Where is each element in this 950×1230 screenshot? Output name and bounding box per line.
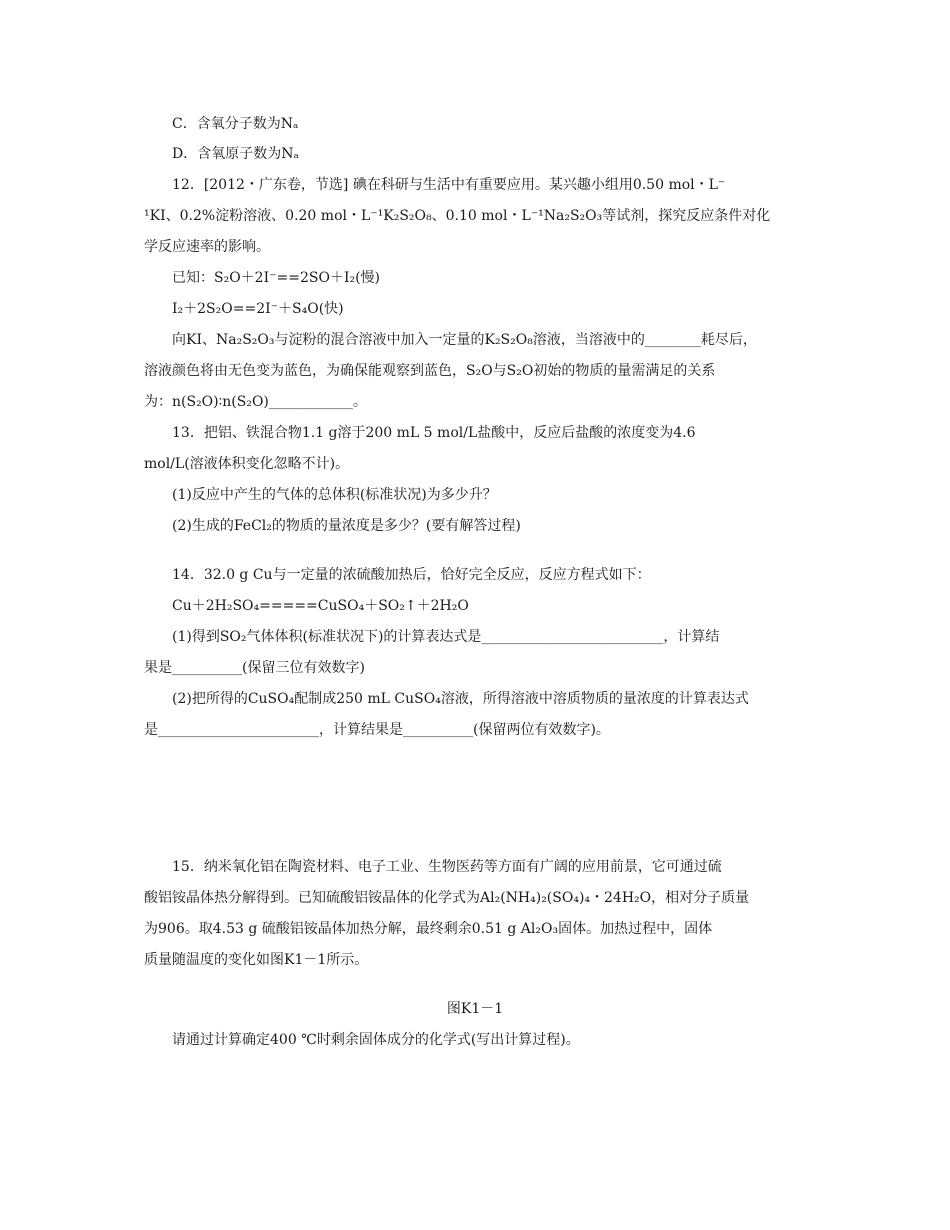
q12-line-1: 12．[2012・广东卷，节选] 碘在科研与生活中有重要应用。某兴趣小组用0.50 mol・L⁻ [172, 177, 726, 193]
q12-line-6: 向KI、Na₂S₂O₃与淀粉的混合溶液中加入一定量的K₂S₂O₈溶液，当溶液中的________耗尽后， [172, 332, 757, 348]
q15-line-1: 15．纳米氧化铝在陶瓷材料、电子工业、生物医药等方面有广阔的应用前景，它可通过硫 [172, 859, 722, 875]
q12-line-8: 为：n(S₂O)∶n(S₂O)____________。 [144, 394, 367, 410]
q14-part-1: (1)得到SO₂气体体积(标准状况下)的计算表达式是__________________________，计算结 [172, 629, 720, 645]
q13-part-2: (2)生成的FeCl₂的物质的量浓度是多少？(要有解答过程) [172, 518, 521, 534]
q13-line-2: mol/L(溶液体积变化忽略不计)。 [144, 456, 350, 472]
q12-line-7: 溶液颜色将由无色变为蓝色，为确保能观察到蓝色，S₂O与S₂O初始的物质的量需满足的关系 [144, 363, 716, 379]
q14-part-2: (2)把所得的CuSO₄配制成250 mL CuSO₄溶液，所得溶液中溶质物质的量浓度的计算表达式 [172, 691, 749, 707]
q15-instruction: 请通过计算确定400 ℃时剩余固体成分的化学式(写出计算过程)。 [172, 1032, 580, 1048]
q12-reaction-1: 已知：S₂O＋2I⁻==2SO＋I₂(慢) [172, 270, 381, 286]
q13-line-1: 13．把铝、铁混合物1.1 g溶于200 mL 5 mol/L盐酸中，反应后盐酸的浓度变为4.6 [172, 425, 696, 441]
q15-line-4: 质量随温度的变化如图K1－1所示。 [144, 952, 369, 968]
figure-caption: 图K1－1 [446, 1001, 504, 1017]
option-c: C．含氧分子数为Nₐ [172, 116, 299, 132]
q12-line-3: 学反应速率的影响。 [144, 239, 270, 255]
q13-part-1: (1)反应中产生的气体的总体积(标准状况)为多少升？ [172, 487, 497, 503]
q14-part-2-cont: 是_______________________，计算结果是__________(保留两位有效数字)。 [144, 722, 610, 738]
q15-line-2: 酸铝铵晶体热分解得到。已知硫酸铝铵晶体的化学式为Al₂(NH₄)₂(SO₄)₄・24H₂O，相对分子质量 [144, 890, 750, 906]
q14-part-1-cont: 果是__________(保留三位有效数字) [144, 660, 365, 676]
q15-line-3: 为906。取4.53 g 硫酸铝铵晶体加热分解，最终剩余0.51 g Al₂O₃固体。加热过程中，固体 [144, 921, 713, 937]
q14-equation: Cu＋2H₂SO₄=====CuSO₄＋SO₂↑＋2H₂O [172, 598, 469, 614]
q14-line-1: 14．32.0 g Cu与一定量的浓硫酸加热后，恰好完全反应，反应方程式如下： [172, 567, 651, 583]
q12-reaction-2: I₂＋2S₂O==2I⁻＋S₄O(快) [172, 301, 344, 317]
q12-line-2: ¹KI、0.2%淀粉溶液、0.20 mol・L⁻¹K₂S₂O₈、0.10 mol・L⁻¹Na₂S₂O₃等试剂，探究反应条件对化 [144, 208, 771, 224]
option-d: D．含氧原子数为Nₐ [172, 146, 299, 162]
